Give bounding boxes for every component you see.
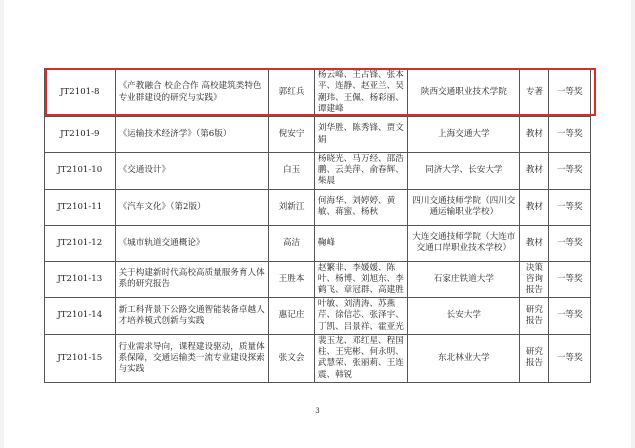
organization-cell: 上海交通大学	[408, 117, 520, 153]
lead-author-cell: 高洁	[269, 225, 315, 261]
award-level-cell: 一等奖	[549, 334, 591, 382]
members-cell: 裴玉龙、邓红星、程国柱、王宪彬、何永明、武慧荣、张丽莉、王连震、韩锐	[314, 334, 407, 382]
project-id-cell: JT2101-14	[45, 298, 116, 335]
result-type-cell: 研究报告	[520, 298, 549, 335]
project-title-cell: 《产教融合 校企合作 高校建筑类特色专业群建设的研究与实践》	[115, 69, 269, 117]
award-level-cell: 一等奖	[549, 225, 591, 261]
organization-cell: 长安大学	[408, 298, 520, 335]
project-title-cell: 《交通设计》	[115, 153, 269, 190]
project-id-cell: JT2101-8	[45, 69, 116, 117]
award-level-cell: 一等奖	[549, 261, 591, 298]
project-title-cell: 《运输技术经济学》（第6版）	[115, 117, 269, 153]
award-level-cell: 一等奖	[549, 189, 591, 225]
project-title-cell: 行业需求导向，课程建设驱动，质量体系保障，交通运输类一流专业建设探索与实践	[115, 334, 269, 382]
table-row	[45, 334, 591, 382]
project-id-cell: JT2101-10	[45, 153, 116, 190]
page-number: 3	[315, 407, 320, 415]
project-id-cell: JT2101-11	[45, 189, 116, 225]
project-id-cell: JT2101-9	[45, 117, 116, 153]
members-cell: 何海华、刘婷婷、黄敏、蒋蜜、杨秋	[314, 189, 407, 225]
lead-author-cell: 倪安宁	[269, 117, 315, 153]
project-title-cell: 《城市轨道交通概论》	[115, 225, 269, 261]
project-id-cell: JT2101-15	[45, 334, 116, 382]
members-cell: 杨晓光、马万经、邵浩鹏、云美萍、俞春辉、柴晨	[314, 153, 407, 190]
table-row	[45, 225, 591, 261]
award-level-cell: 一等奖	[549, 117, 591, 153]
project-title-cell: 关于构建新时代高校高质量服务育人体系的研究报告	[115, 261, 269, 298]
result-type-cell: 专著	[520, 69, 549, 117]
awards-table	[44, 68, 591, 383]
members-cell: 杨云峰、王占锋、张本平、连静、赵亚兰、吴潮玮、王佩、杨彩丽、谭建峰	[314, 69, 407, 117]
table-row	[45, 298, 591, 335]
lead-author-cell: 白玉	[269, 153, 315, 190]
table-row	[45, 153, 591, 190]
result-type-cell: 教材	[520, 153, 549, 190]
lead-author-cell: 郭红兵	[269, 69, 315, 117]
lead-author-cell: 刘新江	[269, 189, 315, 225]
members-cell: 叶敏、刘清涛、苏燕芹、徐信芯、张泽宇、丁凯、吕景祥、霍亚光	[314, 298, 407, 335]
members-cell: 赵繁非、李媛媛、陈叶、杨博、刘旭东、李鹤飞、章冠群、高建胜	[314, 261, 407, 298]
result-type-cell: 决策咨询报告	[520, 261, 549, 298]
organization-cell: 石家庄铁道大学	[408, 261, 520, 298]
awards-table-body	[45, 69, 591, 383]
table-row	[45, 117, 591, 153]
result-type-cell: 教材	[520, 225, 549, 261]
lead-author-cell: 王胜本	[269, 261, 315, 298]
result-type-cell: 研究报告	[520, 334, 549, 382]
award-level-cell: 一等奖	[549, 69, 591, 117]
result-type-cell: 教材	[520, 189, 549, 225]
organization-cell: 陕西交通职业技术学院	[408, 69, 520, 117]
lead-author-cell: 惠记庄	[269, 298, 315, 335]
organization-cell: 东北林业大学	[408, 334, 520, 382]
organization-cell: 同济大学、长安大学	[408, 153, 520, 190]
table-row	[45, 189, 591, 225]
table-row	[45, 261, 591, 298]
organization-cell: 四川交通技师学院（四川交通运输职业学校）	[408, 189, 520, 225]
project-title-cell: 新工科背景下公路交通智能装备卓越人才培养模式创新与实践	[115, 298, 269, 335]
project-id-cell: JT2101-12	[45, 225, 116, 261]
lead-author-cell: 张文会	[269, 334, 315, 382]
project-id-cell: JT2101-13	[45, 261, 116, 298]
result-type-cell: 教材	[520, 117, 549, 153]
organization-cell: 大连交通技师学院（大连市交通口岸职业技术学校）	[408, 225, 520, 261]
table-row	[45, 69, 591, 117]
members-cell: 鞠峰	[314, 225, 407, 261]
project-title-cell: 《汽车文化》（第2版）	[115, 189, 269, 225]
award-level-cell: 一等奖	[549, 298, 591, 335]
members-cell: 刘华胜、陈秀锋、贾文娟	[314, 117, 407, 153]
award-level-cell: 一等奖	[549, 153, 591, 190]
